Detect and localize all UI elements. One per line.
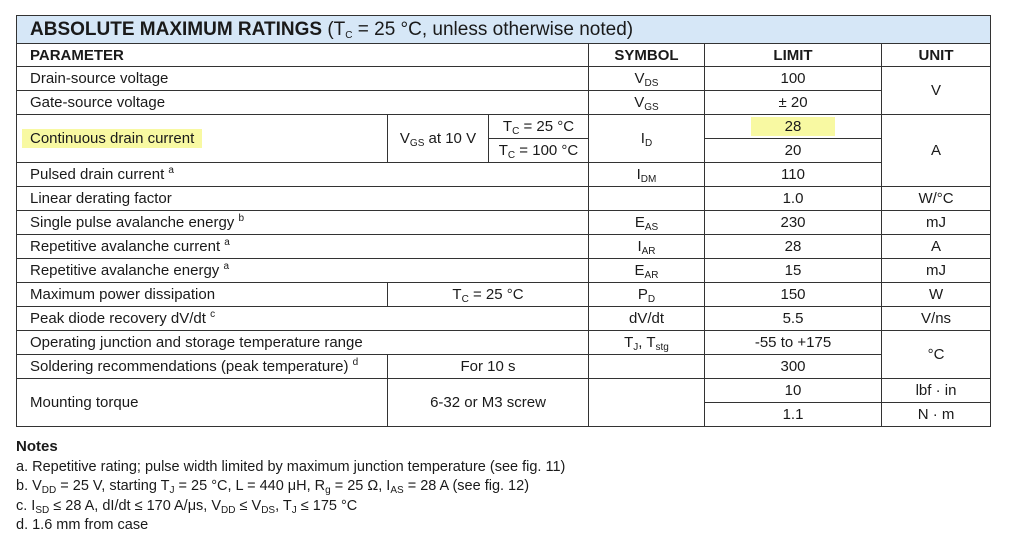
absolute-maximum-ratings-table: [16, 15, 991, 427]
symbol-idm: $I_{DM}$: [589, 163, 705, 187]
condition-torque: 6-32 or M3 screw: [388, 379, 589, 427]
limit-torque-lbf: 10: [705, 379, 882, 403]
unit-dvdt: V/ns: [882, 307, 991, 331]
unit-degrees-celsius: °C: [882, 331, 991, 379]
highlight-marker: 28: [751, 117, 836, 136]
table-row: [17, 331, 991, 355]
note-a: a. Repetitive rating; pulse width limited by maximum junction temperature (see fig. 11): [16, 458, 566, 475]
symbol-id: $I_D$: [589, 115, 705, 163]
table-title-row: [17, 16, 991, 44]
param-repetitive-avalanche-energy: Repetitive avalanche energy $^a$: [17, 259, 589, 283]
limit-derating: 1.0: [705, 187, 882, 211]
limit-solder: 300: [705, 355, 882, 379]
header-unit: UNIT: [882, 44, 991, 67]
symbol-eas: $E_{AS}$: [589, 211, 705, 235]
header-symbol: SYMBOL: [589, 44, 705, 67]
condition-pd: $T_C = 25$ °C: [388, 283, 589, 307]
limit-pd: 150: [705, 283, 882, 307]
table-row: [17, 91, 991, 115]
symbol-tj-tstg: $T_J$, $T_{stg}$: [589, 331, 705, 355]
unit-eas: mJ: [882, 211, 991, 235]
condition-tc-25: $T_C = 25$ °C: [489, 115, 589, 139]
param-drain-source-voltage: Drain-source voltage: [17, 67, 589, 91]
param-repetitive-avalanche-current: Repetitive avalanche current $^a$: [17, 235, 589, 259]
param-single-pulse-avalanche-energy: Single pulse avalanche energy $^b$: [17, 211, 589, 235]
table-row: [17, 307, 991, 331]
note-c: c. $I_{SD} \le 28$ A, dI/dt ≤ 170 A/μs, $V_{DD} \le V_{DS}$, $T_J \le 175$ °C: [16, 497, 358, 516]
unit-iar: A: [882, 235, 991, 259]
unit-ear: mJ: [882, 259, 991, 283]
table-row: [17, 283, 991, 307]
symbol-empty: [589, 355, 705, 379]
table-row: [17, 67, 991, 91]
unit-derating: W/°C: [882, 187, 991, 211]
table-title: ABSOLUTE MAXIMUM RATINGS ($T_C = 25$ °C, unless otherwise noted): [17, 16, 991, 44]
param-linear-derating-factor: Linear derating factor: [17, 187, 589, 211]
table-row: [17, 355, 991, 379]
notes-title: Notes: [16, 438, 58, 455]
limit-tj: -55 to +175: [705, 331, 882, 355]
unit-amps: A: [882, 115, 991, 187]
symbol-dvdt: dV/dt: [589, 307, 705, 331]
header-limit: LIMIT: [705, 44, 882, 67]
param-pulsed-drain-current: Pulsed drain current $^a$: [17, 163, 589, 187]
table-row: [17, 211, 991, 235]
unit-torque-lbf: lbf · in: [882, 379, 991, 403]
table-row: [17, 259, 991, 283]
unit-pd: W: [882, 283, 991, 307]
limit-id-100: 20: [705, 139, 882, 163]
note-b: b. $V_{DD} = 25$ V, starting $T_J = 25$ °C, L = 440 μH, $R_g = 25$ Ω, $I_{AS} = 28$ A (see fig. 12): [16, 478, 530, 496]
notes-section: [16, 437, 565, 536]
symbol-pd: $P_D$: [589, 283, 705, 307]
limit-vgs: ± 20: [705, 91, 882, 115]
param-continuous-drain-current: [17, 115, 388, 163]
symbol-vds: $V_{DS}$: [589, 67, 705, 91]
table-row: [17, 235, 991, 259]
param-mounting-torque: Mounting torque: [17, 379, 388, 427]
symbol-iar: $I_{AR}$: [589, 235, 705, 259]
param-peak-diode-recovery: Peak diode recovery dV/dt $^c$: [17, 307, 589, 331]
header-row: [17, 44, 991, 67]
table-row: [17, 379, 991, 403]
limit-idm: 110: [705, 163, 882, 187]
highlight-marker: Continuous drain current: [22, 129, 202, 148]
param-gate-source-voltage: Gate-source voltage: [17, 91, 589, 115]
symbol-empty: [589, 379, 705, 427]
param-maximum-power-dissipation: Maximum power dissipation: [17, 283, 388, 307]
condition-solder: For 10 s: [388, 355, 589, 379]
unit-torque-nm: N · m: [882, 403, 991, 427]
condition-tc-100: $T_C = 100$ °C: [489, 139, 589, 163]
limit-id-25: [705, 115, 882, 139]
header-parameter: PARAMETER: [17, 44, 589, 67]
table-row: [17, 115, 991, 139]
table-row: [17, 187, 991, 211]
param-operating-temperature-range: Operating junction and storage temperature range: [17, 331, 589, 355]
limit-ear: 15: [705, 259, 882, 283]
unit-volts: V: [882, 67, 991, 115]
limit-vds: 100: [705, 67, 882, 91]
symbol-empty: [589, 187, 705, 211]
limit-dvdt: 5.5: [705, 307, 882, 331]
limit-torque-nm: 1.1: [705, 403, 882, 427]
table-row: [17, 163, 991, 187]
limit-eas: 230: [705, 211, 882, 235]
note-d: d. 1.6 mm from case: [16, 517, 149, 533]
condition-vgs-10v: $V_{GS}$ at 10 V: [388, 115, 489, 163]
symbol-ear: $E_{AR}$: [589, 259, 705, 283]
limit-iar: 28: [705, 235, 882, 259]
symbol-vgs: $V_{GS}$: [589, 91, 705, 115]
param-soldering-recommendations: Soldering recommendations (peak temperature) $^d$: [17, 355, 388, 379]
